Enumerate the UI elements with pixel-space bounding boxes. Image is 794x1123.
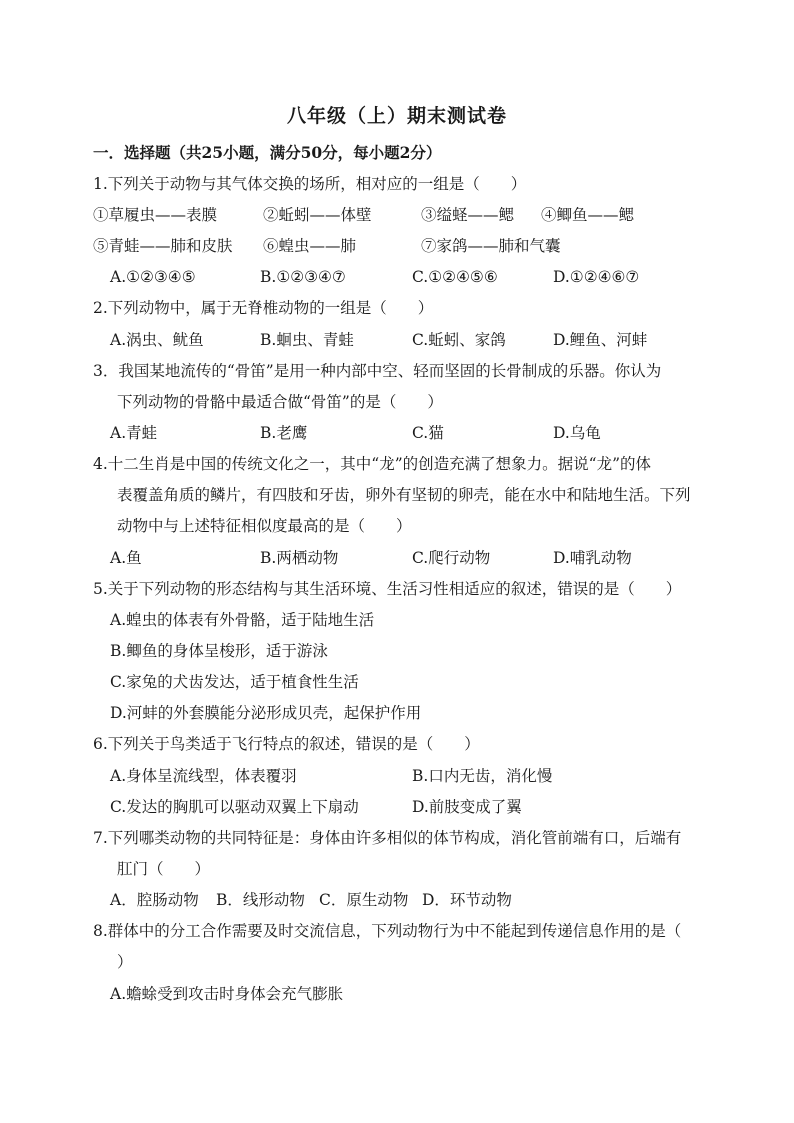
pair-text: ⑥蝗虫——肺 (263, 237, 357, 255)
pair-text: ⑦家鸽——肺和气囊 (421, 237, 561, 255)
pair-text: ①草履虫——表膜 (93, 206, 218, 224)
option-d: D.河蚌的外套膜能分泌形成贝壳，起保护作用 (110, 704, 422, 722)
option-b: B.口内无齿，消化慢 (412, 767, 553, 785)
question-6-options-row-1 (110, 763, 710, 789)
question-8-stem-line-1: 8.群体中的分工合作需要及时交流信息，下列动物行为中不能起到传递信息作用的是（ (93, 922, 682, 940)
option-a: A.蟾蜍受到攻击时身体会充气膨胀 (110, 985, 344, 1003)
question-4-stem-line-1: 4.十二生肖是中国的传统文化之一，其中“龙”的创造充满了想象力。据说“龙”的体 (93, 455, 651, 473)
question-5-stem: 5.关于下列动物的形态结构与其生活环境、生活习性相适应的叙述，错误的是（ ） (93, 580, 682, 598)
option-a: A．腔肠动物 (110, 891, 199, 909)
question-1-stem: 1.下列关于动物与其气体交换的场所，相对应的一组是（ ） (93, 175, 527, 193)
option-b: B.老鹰 (260, 424, 308, 442)
option-b: B.蛔虫、青蛙 (260, 331, 354, 349)
option-c: C.家兔的犬齿发达，适于植食性生活 (110, 673, 359, 691)
option-c: C.发达的胸肌可以驱动双翼上下扇动 (110, 798, 359, 816)
question-1-pairs-row-1 (93, 202, 713, 228)
option-d: D.前肢变成了翼 (412, 798, 522, 816)
option-a: A.①②③④⑤ (110, 268, 196, 286)
option-d: D.哺乳动物 (553, 549, 632, 567)
option-d: D.①②④⑥⑦ (553, 268, 640, 286)
question-1-options (110, 264, 710, 290)
section-heading: 一．选择题（共25小题，满分50分，每小题2分） (93, 143, 442, 162)
option-c: C.猫 (412, 424, 444, 442)
option-a: A.蝗虫的体表有外骨骼，适于陆地生活 (110, 611, 375, 629)
question-7-options (110, 887, 710, 913)
question-8-stem-line-2: ） (117, 953, 133, 971)
option-b: B.鲫鱼的身体呈梭形，适于游泳 (110, 642, 328, 660)
option-d: D.鲤鱼、河蚌 (553, 331, 648, 349)
question-4-options (110, 545, 710, 571)
option-a: A.涡虫、鱿鱼 (110, 331, 204, 349)
option-d: D.乌龟 (553, 424, 601, 442)
option-a: A.身体呈流线型，体表覆羽 (110, 767, 297, 785)
question-7-stem-line-2: 肛门（ ） (117, 860, 211, 878)
option-a: A.青蛙 (110, 424, 158, 442)
option-b: B.①②③④⑦ (260, 268, 346, 286)
option-a: A.鱼 (110, 549, 142, 567)
question-2-options (110, 327, 710, 353)
pair-text: ④鲫鱼——鳃 (541, 206, 635, 224)
option-b: B.两栖动物 (260, 549, 339, 567)
question-4-stem-line-2: 表覆盖角质的鳞片，有四肢和牙齿，卵外有坚韧的卵壳，能在水中和陆地生活。下列 (117, 486, 691, 504)
option-d: D．环节动物 (422, 891, 512, 909)
question-7-stem-line-1: 7.下列哪类动物的共同特征是：身体由许多相似的体节构成，消化管前端有口，后端有 (93, 829, 682, 847)
question-3-options (110, 420, 710, 446)
question-1-pairs-row-2 (93, 233, 713, 259)
page-title: 八年级（上）期末测试卷 (286, 105, 507, 127)
option-c: C．原生动物 (319, 891, 409, 909)
option-c: C.爬行动物 (412, 549, 491, 567)
pair-text: ⑤青蛙——肺和皮肤 (93, 237, 233, 255)
pair-text: ②蚯蚓——体壁 (263, 206, 372, 224)
option-c: C.①②④⑤⑥ (412, 268, 498, 286)
question-2-stem: 2.下列动物中，属于无脊椎动物的一组是（ ） (93, 299, 434, 317)
option-b: B．线形动物 (216, 891, 305, 909)
question-3-stem-line-1: 3．我国某地流传的“骨笛”是用一种内部中空、轻而坚固的长骨制成的乐器。你认为 (93, 362, 662, 380)
question-4-stem-line-3: 动物中与上述特征相似度最高的是（ ） (117, 517, 412, 535)
pair-text: ③缢蛏——鳃 (421, 206, 515, 224)
question-3-stem-line-2: 下列动物的骨骼中最适合做“骨笛”的是（ ） (117, 393, 443, 411)
question-6-options-row-2 (110, 794, 710, 820)
question-6-stem: 6.下列关于鸟类适于飞行特点的叙述，错误的是（ ） (93, 735, 480, 753)
option-c: C.蚯蚓、家鸽 (412, 331, 506, 349)
